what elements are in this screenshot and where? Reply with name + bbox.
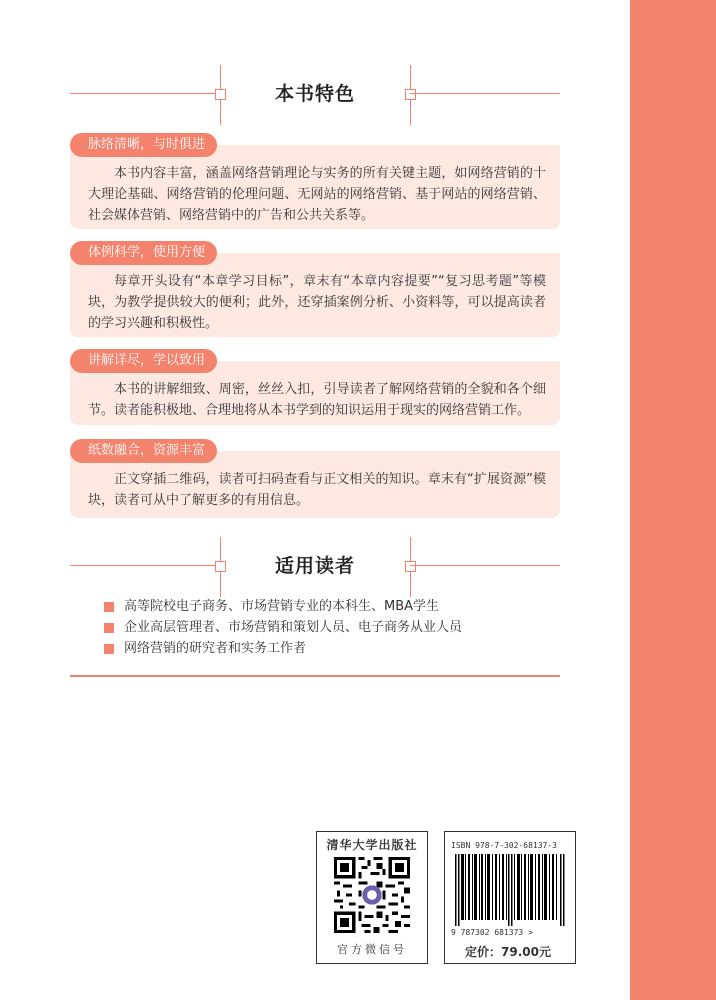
- feature-card: [70, 245, 560, 337]
- isbn-text: ISBN 978-7-302-68137-3: [451, 841, 557, 850]
- feature-text: 每章开头设有“本章学习目标”，章末有“本章内容提要”“复习思考题”等模块，为教学提供较大的便利；此外，还穿插案例分析、小资料等，可以提高读者的学习兴趣和积极性。: [88, 274, 546, 331]
- square-bullet-icon: [104, 644, 114, 654]
- publisher-name: 清华大学出版社: [326, 838, 418, 852]
- price-text: 定价：79.00元: [465, 945, 551, 959]
- readers-header: [70, 537, 560, 597]
- qr-block: [316, 831, 428, 964]
- reader-text: 高等院校电子商务、市场营销专业的本科生、MBA学生: [124, 599, 440, 614]
- qr-code-icon: [334, 857, 410, 933]
- square-bullet-icon: [104, 623, 114, 633]
- feature-tag: 纸数融合，资源丰富: [70, 439, 217, 463]
- section-title: 适用读者: [274, 555, 355, 577]
- feature-text: 本书内容丰富，涵盖网络营销理论与实务的所有关键主题，如网络营销的十大理论基础、网络营销的伦理问题、无网站的网络营销、基于网站的网络营销、社会媒体营销、网络营销中的广告和公共关系等。: [88, 166, 546, 223]
- reader-text: 网络营销的研究者和实务工作者: [124, 641, 307, 656]
- readers-list: [104, 597, 544, 660]
- features-header: [70, 65, 560, 125]
- header-square: [405, 89, 416, 100]
- feature-card: [70, 443, 560, 518]
- list-item: [104, 597, 544, 617]
- header-line-right: [410, 565, 560, 566]
- spine-band: [630, 0, 716, 1000]
- feature-card: [70, 137, 560, 229]
- feature-tag: 脉络清晰，与时俱进: [70, 133, 217, 157]
- barcode-digits: 9 787302 681373 >: [451, 928, 533, 937]
- bottom-rule: [70, 675, 560, 677]
- list-item: [104, 639, 544, 659]
- list-item: [104, 618, 544, 638]
- barcode-block: [444, 831, 576, 964]
- square-bullet-icon: [104, 602, 114, 612]
- header-square: [405, 561, 416, 572]
- header-line-left: [70, 565, 220, 566]
- feature-tag: 体例科学，使用方便: [70, 241, 217, 265]
- barcode-icon: [455, 854, 565, 926]
- header-line-right: [410, 93, 560, 94]
- reader-text: 企业高层管理者、市场营销和策划人员、电子商务从业人员: [124, 620, 463, 635]
- feature-tag: 讲解详尽，学以致用: [70, 349, 217, 373]
- feature-card: [70, 353, 560, 425]
- section-title: 本书特色: [274, 83, 355, 105]
- account-label: 官方微信号: [337, 943, 407, 956]
- header-line-left: [70, 93, 220, 94]
- feature-text: 本书的讲解细致、周密，丝丝入扣，引导读者了解网络营销的全貌和各个细节。读者能积极地、合理地将从本书学到的知识运用于现实的网络营销工作。: [88, 382, 546, 418]
- feature-text: 正文穿插二维码，读者可扫码查看与正文相关的知识。章末有“扩展资源”模块，读者可从中了解更多的有用信息。: [88, 472, 546, 508]
